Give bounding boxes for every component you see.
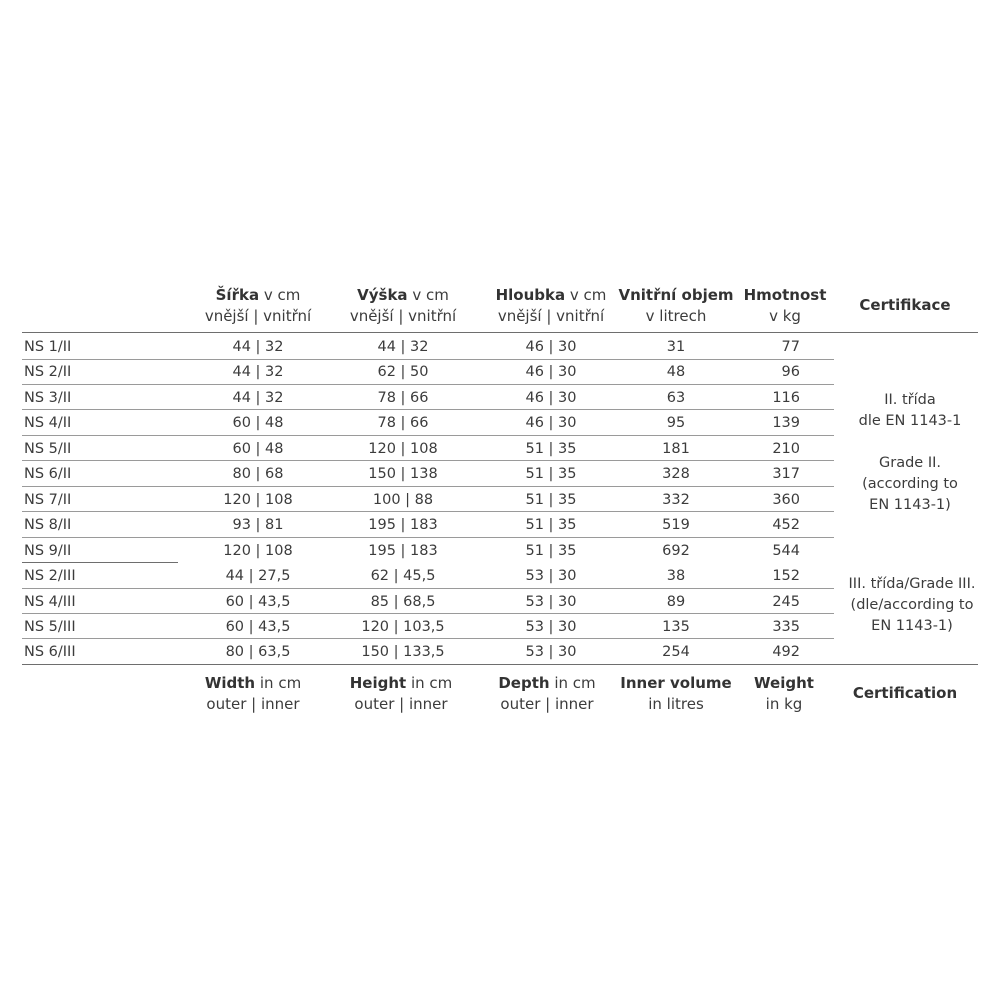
row-model-name: NS 5/II [24, 440, 72, 457]
row-weight-value: 96 [781, 364, 800, 381]
row-model-name: NS 8/II [24, 517, 72, 534]
header-weight-cz-label: Hmotnost [743, 286, 827, 304]
header-weight-cz-sub: v kg [769, 307, 801, 325]
row-volume-value: 63 [666, 389, 686, 406]
row-model-name: NS 1/II [24, 339, 72, 355]
row-height-value: 62 | 50 [377, 364, 429, 381]
header-height-cz-unit: v cm [412, 286, 449, 304]
header-height-en-unit: in cm [410, 674, 453, 692]
row-height-value: 195 | 183 [368, 517, 438, 534]
row-weight-value: 360 [772, 491, 800, 508]
row-weight-value: 77 [781, 339, 800, 355]
row-height-value: 120 | 108 [368, 440, 438, 457]
row-width-value: 60 | 43,5 [225, 593, 291, 610]
row-divider [22, 537, 834, 538]
row-width-value: 93 | 81 [232, 517, 284, 534]
row-model-name: NS 4/II [24, 415, 72, 432]
row-depth-value: 51 | 35 [525, 440, 577, 457]
row-weight-value: 544 [772, 542, 800, 559]
row-volume-value: 31 [666, 339, 686, 355]
header-depth-en-label: Depth [498, 674, 550, 692]
row-divider [22, 511, 834, 512]
row-model-name: NS 4/III [24, 593, 76, 610]
row-weight-value: 452 [772, 517, 800, 534]
row-volume-value: 519 [662, 517, 690, 534]
header-cert-en: Certification [852, 684, 958, 702]
row-width-value: 120 | 108 [223, 542, 293, 559]
row-weight-value: 116 [772, 389, 800, 406]
row-height-value: 195 | 183 [368, 542, 438, 559]
row-divider [22, 460, 834, 461]
row-width-value: 44 | 32 [232, 339, 284, 355]
row-width-value: 60 | 48 [232, 440, 284, 457]
cert-group-2-line1: III. třída/Grade III. [848, 576, 976, 592]
row-depth-value: 46 | 30 [525, 339, 577, 355]
cert-group-grade-3 [832, 574, 992, 637]
row-height-value: 78 | 66 [377, 415, 429, 432]
cert-group-1-line1: II. třída [884, 392, 936, 408]
header-volume-en-sub: in litres [648, 695, 704, 713]
header-depth-cz [484, 285, 618, 327]
row-depth-value: 53 | 30 [525, 644, 577, 661]
row-height-value: 120 | 103,5 [361, 618, 445, 635]
row-width-value: 80 | 68 [232, 466, 284, 483]
row-volume-value: 95 [666, 415, 686, 432]
row-volume-value: 38 [666, 568, 686, 585]
group-divider [22, 562, 178, 563]
row-divider [22, 359, 834, 360]
row-depth-value: 51 | 35 [525, 517, 577, 534]
header-depth-en-unit: in cm [554, 674, 596, 692]
row-height-value: 78 | 66 [377, 389, 429, 406]
cert-group-1-line4: (according to [862, 476, 958, 492]
row-width-value: 44 | 27,5 [225, 568, 291, 585]
row-volume-value: 89 [666, 593, 686, 610]
header-width-en-unit: in cm [259, 674, 302, 692]
row-divider [22, 409, 834, 410]
row-weight-value: 245 [772, 593, 800, 610]
row-width-value: 80 | 63,5 [225, 644, 291, 661]
header-width-cz-sub: vnější | vnitřní [204, 307, 312, 325]
header-volume-en-label: Inner volume [620, 674, 732, 692]
header-volume-cz-sub: v litrech [645, 307, 707, 325]
header-width-en [188, 673, 318, 715]
row-volume-value: 692 [662, 542, 690, 559]
row-depth-value: 51 | 35 [525, 491, 577, 508]
header-height-en-label: Height [349, 674, 407, 692]
header-height-en [336, 673, 466, 715]
row-divider [22, 486, 834, 487]
row-depth-value: 46 | 30 [525, 389, 577, 406]
header-width-cz-unit: v cm [263, 286, 301, 304]
row-model-name: NS 5/III [24, 618, 76, 635]
row-depth-value: 53 | 30 [525, 593, 577, 610]
row-model-name: NS 3/II [24, 389, 72, 406]
row-divider [22, 588, 834, 589]
row-volume-value: 48 [666, 364, 686, 381]
header-height-en-sub: outer | inner [354, 695, 448, 713]
header-volume-cz [614, 285, 738, 327]
cert-group-1-line2: dle EN 1143-1 [858, 413, 962, 429]
row-volume-value: 135 [662, 618, 690, 635]
header-volume-cz-label: Vnitřní objem [618, 286, 734, 304]
row-depth-value: 53 | 30 [525, 568, 577, 585]
row-height-value: 85 | 68,5 [370, 593, 436, 610]
row-depth-value: 51 | 35 [525, 542, 577, 559]
row-width-value: 44 | 32 [232, 364, 284, 381]
table-bottom-rule [22, 664, 978, 665]
row-weight-value: 317 [772, 466, 800, 483]
row-height-value: 62 | 45,5 [370, 568, 436, 585]
header-width-cz [193, 285, 323, 327]
header-height-cz [338, 285, 468, 327]
header-depth-cz-label: Hloubka [495, 286, 566, 304]
row-volume-value: 254 [662, 644, 690, 661]
row-width-value: 44 | 32 [232, 389, 284, 406]
row-divider [22, 384, 834, 385]
header-depth-cz-sub: vnější | vnitřní [497, 307, 605, 325]
row-height-value: 150 | 133,5 [361, 644, 445, 661]
cert-group-1-line3: Grade II. [879, 455, 941, 471]
header-depth-en [480, 673, 614, 715]
row-volume-value: 328 [662, 466, 690, 483]
row-model-name: NS 6/II [24, 466, 72, 483]
cert-group-2-line3: EN 1143-1) [871, 618, 953, 634]
row-weight-value: 335 [772, 618, 800, 635]
row-model-name: NS 2/III [24, 568, 76, 585]
header-width-en-label: Width [204, 674, 256, 692]
cert-group-grade-2 [840, 390, 980, 516]
row-volume-value: 332 [662, 491, 690, 508]
row-model-name: NS 2/II [24, 364, 72, 381]
row-height-value: 44 | 32 [377, 339, 429, 355]
row-divider [22, 435, 834, 436]
cert-group-1-line5: EN 1143-1) [869, 497, 951, 513]
row-weight-value: 152 [772, 568, 800, 585]
row-weight-value: 139 [772, 415, 800, 432]
header-width-en-sub: outer | inner [206, 695, 300, 713]
row-divider [22, 638, 834, 639]
row-depth-value: 46 | 30 [525, 415, 577, 432]
table-top-rule [22, 332, 978, 333]
row-width-value: 60 | 43,5 [225, 618, 291, 635]
header-height-cz-label: Výška [357, 286, 408, 304]
header-height-cz-sub: vnější | vnitřní [349, 307, 457, 325]
header-cert-cz: Certifikace [859, 296, 951, 314]
row-depth-value: 53 | 30 [525, 618, 577, 635]
header-volume-en [614, 673, 738, 715]
row-height-value: 150 | 138 [368, 466, 438, 483]
header-width-cz-label: Šířka [215, 286, 260, 304]
cert-group-2-line2: (dle/according to [850, 597, 974, 613]
header-weight-en-sub: in kg [765, 695, 803, 713]
row-height-value: 100 | 88 [372, 491, 434, 508]
header-depth-cz-unit: v cm [569, 286, 607, 304]
row-model-name: NS 7/II [24, 491, 72, 508]
row-width-value: 60 | 48 [232, 415, 284, 432]
row-volume-value: 181 [662, 440, 690, 457]
row-depth-value: 46 | 30 [525, 364, 577, 381]
header-depth-en-sub: outer | inner [500, 695, 594, 713]
row-divider [22, 613, 834, 614]
header-weight-en-label: Weight [754, 674, 814, 692]
header-weight-en [736, 673, 832, 715]
row-model-name: NS 9/II [24, 542, 72, 559]
row-weight-value: 210 [772, 440, 800, 457]
row-width-value: 120 | 108 [223, 491, 293, 508]
row-weight-value: 492 [772, 644, 800, 661]
header-weight-cz [738, 285, 832, 327]
row-model-name: NS 6/III [24, 644, 76, 661]
row-depth-value: 51 | 35 [525, 466, 577, 483]
